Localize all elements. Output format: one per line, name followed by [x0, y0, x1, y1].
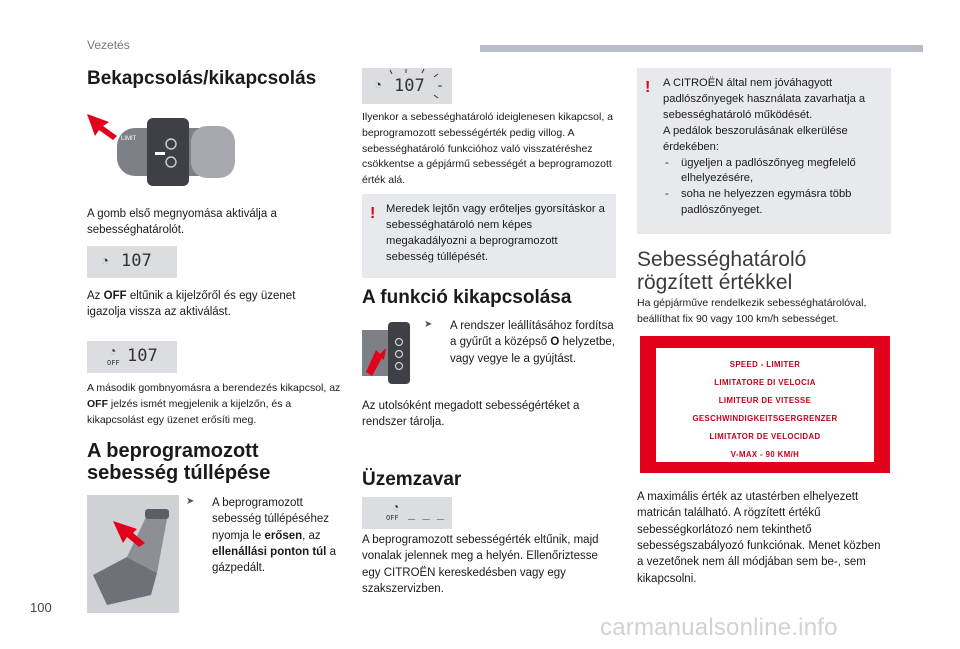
dash-marker: - [665, 156, 669, 169]
sticker-line: LIMITATOR DE VELOCIDAD [709, 431, 821, 441]
speedometer-icon: ◔ [374, 77, 382, 92]
emphasis-text: ellenállási ponton túl [212, 545, 327, 558]
pedal-illustration [87, 495, 179, 613]
para-first-press: A gomb első megnyomása aktiválja a sebességhatárolót. [87, 208, 277, 237]
header-rule [480, 45, 923, 52]
lcd-value: 107 [394, 76, 425, 96]
lcd-display-off [87, 341, 177, 373]
title-fixed-limiter: Sebességhatároló rögzített értékkel [637, 248, 807, 295]
text-run: A beprogramozott sebesség túllépéséhez nyomja le [212, 497, 329, 542]
text-run: A második gombnyomásra a berendezés kikapcsol, az [87, 382, 341, 394]
warning-icon: ! [645, 79, 651, 96]
list-item [424, 318, 620, 367]
title-malfunction: Üzemzavar [362, 469, 462, 490]
lcd-value-dashes: _ _ _ [408, 506, 445, 520]
speedometer-icon: ◔ [101, 253, 109, 268]
lcd-value: 107 [121, 251, 152, 271]
emphasis-text: O [550, 336, 560, 349]
svg-text:LIMIT: LIMIT [121, 136, 137, 142]
para-temporarily-off: Ilyenkor a sebességhatároló ideiglenesen kikapcsol, a beprogramozott sebességérték pedig villog. A sebességhatároló funkcióhoz való visszatéréshez csökkentse a gépjármű sebességét a beprogramozott érték alá. [362, 111, 613, 186]
ring-illustration [362, 320, 418, 386]
subtitle-override: A beprogramozott sebesség túllépése [87, 440, 271, 484]
sticker-line: LIMITATORE DI VELOCIA [714, 377, 816, 387]
list-item-text: ügyeljen a padlószőnyeg megfelelő elhelyezésére, [681, 156, 856, 185]
warning-slope [362, 194, 616, 278]
flash-rays-icon [362, 68, 452, 104]
title-switch-off: A funkció kikapcsolása [362, 287, 572, 308]
para-off-disappears [87, 288, 327, 321]
list-item [663, 187, 881, 219]
text-run: helyzetbe, vagy vegye le a gyújtást. [450, 336, 615, 365]
para-malfunction: A beprogramozott sebességérték eltűnik, majd vonalak jelennek meg a helyén. Ellenőriztesse egy CITROËN kereskedésben vagy egy szakszervizben. [362, 534, 599, 595]
lcd-off-label: OFF [386, 514, 399, 522]
bullet-override [186, 495, 346, 577]
sticker-panel [656, 348, 874, 462]
text-run: eltűnik a kijelzőről és egy üzenet igazolja vissza az aktiválást. [87, 290, 296, 319]
watermark: carmanualsonline.info [600, 614, 838, 641]
sticker-line: LIMITEUR DE VITESSE [718, 395, 812, 405]
warning-floor-mats [637, 68, 891, 234]
speedometer-icon: ◔ [392, 500, 400, 514]
warning-list [663, 156, 881, 220]
para-second-press [87, 381, 343, 428]
lcd-display-active [87, 246, 177, 278]
dash-marker: - [665, 188, 669, 201]
warning-icon: ! [370, 205, 376, 222]
speedometer-icon: ◔ [109, 344, 117, 358]
sticker-line: SPEED - LIMITER [729, 360, 801, 369]
lcd-value: 107 [127, 346, 158, 366]
off-keyword: OFF [87, 397, 108, 410]
text-run: , az [302, 529, 321, 542]
lcd-display-fault [362, 497, 452, 529]
list-item-text: soha ne helyezzen egymásra több padlószőnyeget. [681, 188, 852, 217]
para-fixed-value: Ha gépjárműve rendelkezik sebességhatárolóval, beállíthat fix 90 vagy 100 km/h sebességet. [637, 297, 867, 325]
bullet-icon: ➤ [424, 319, 433, 330]
text-run: Az [87, 290, 104, 302]
list-item [186, 495, 346, 577]
text-run: A rendszer leállításához fordítsa a gyűrűt a középső [450, 320, 614, 349]
warning-line: A pedálok beszorulásának elkerülése érdekében: [663, 124, 848, 153]
page-number: 100 [30, 600, 52, 615]
para-max-value: A maximális érték az utastérben elhelyezett matricán található. A rögzített értékű sebességkorlátozó nem tekinthető sebességszabályozó funkciónak. Menet közben a vezetőnek nem áll módjában sem be-, sem kikapcsolni. [637, 491, 881, 585]
emphasis-text: erősen [264, 529, 303, 542]
title-activation: Bekapcsolás/kikapcsolás [87, 68, 317, 89]
section-label: Vezetés [87, 38, 130, 52]
para-stored-value: Az utolsóként megadott sebességértéket a rendszer tárolja. [362, 400, 580, 429]
sticker-line: GESCHWINDIGKEITSGERGRENZER [692, 413, 838, 423]
sticker-line: V-MAX - 90 KM/H [730, 449, 800, 459]
lcd-off-label: OFF [107, 359, 120, 367]
off-keyword: OFF [103, 290, 127, 302]
warning-line: A CITROËN által nem jóváhagyott padlószőnyegek használata zavarhatja a sebességhatároló működését. [663, 77, 866, 121]
stalk-illustration [87, 108, 247, 196]
list-item [663, 156, 881, 188]
lcd-display-flashing [362, 68, 452, 104]
text-run: a gázpedált. [212, 545, 336, 575]
warning-text: Meredek lejtőn vagy erőteljes gyorsításkor a sebességhatároló nem képes megakadályozni a beprogramozott sebesség túllépését. [386, 203, 605, 263]
speed-limiter-sticker [640, 336, 890, 473]
bullet-switch-off [424, 318, 620, 367]
text-run: jelzés ismét megjelenik a kijelzőn, és a kikapcsolást egy üzenet erősíti meg. [87, 397, 292, 426]
bullet-icon: ➤ [186, 496, 195, 507]
